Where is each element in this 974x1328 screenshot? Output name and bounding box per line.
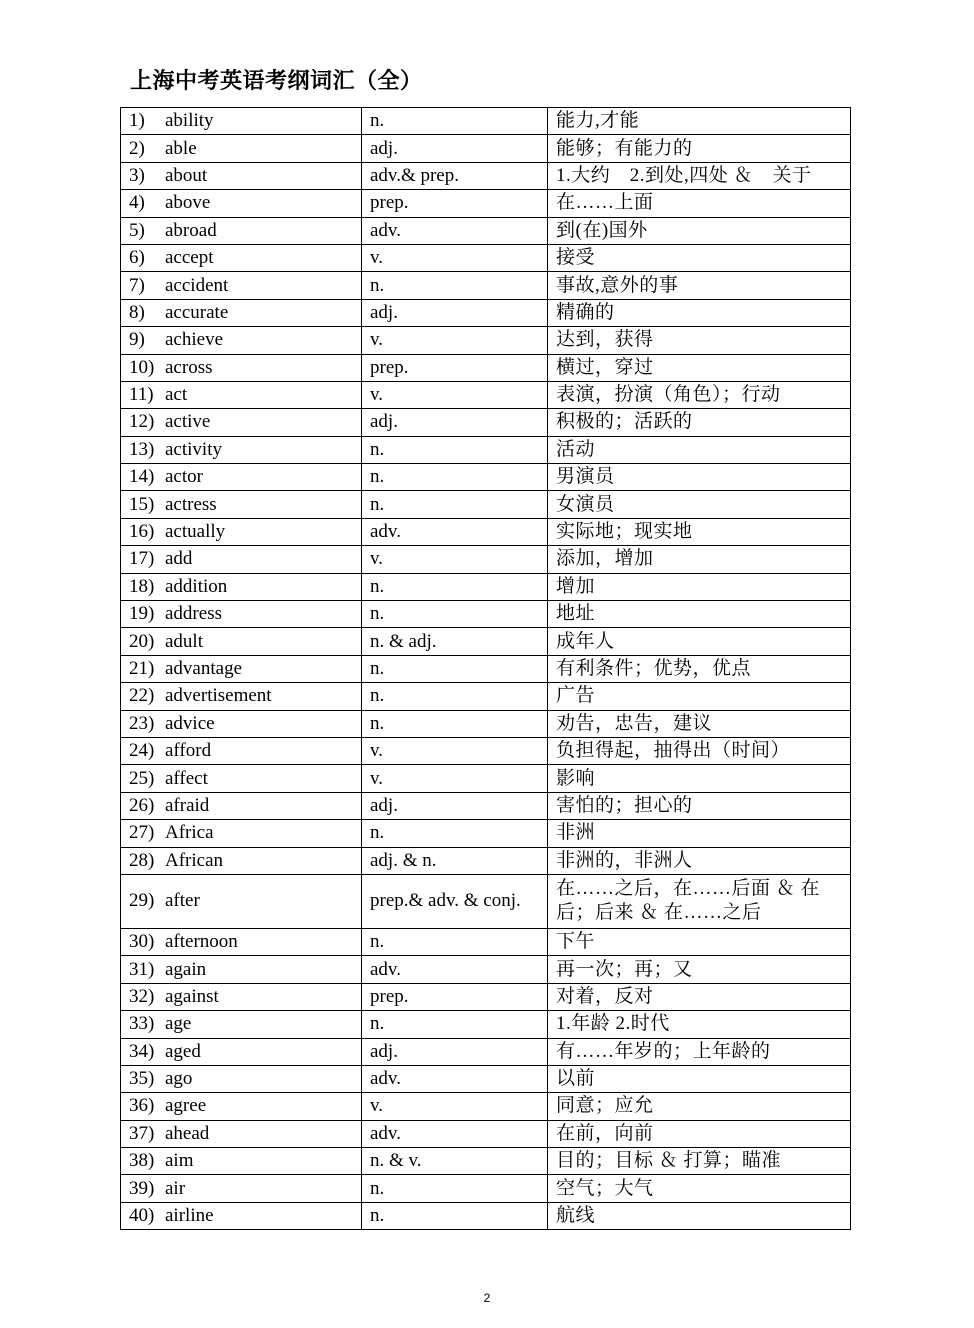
meaning-cell: 同意；应允 <box>548 1093 851 1120</box>
part-of-speech-cell: v. <box>362 765 548 792</box>
meaning-cell: 非洲的，非洲人 <box>548 847 851 874</box>
entry-word: abroad <box>165 219 217 241</box>
entry-word: adult <box>165 630 203 652</box>
entry-number: 39) <box>129 1177 155 1199</box>
entry-number: 14) <box>129 466 155 488</box>
entry-word: accept <box>165 247 214 269</box>
meaning-cell: 负担得起，抽得出（时间） <box>548 737 851 764</box>
meaning-cell: 精确的 <box>548 299 851 326</box>
table-row <box>121 244 851 271</box>
entry-number: 33) <box>129 1013 155 1035</box>
table-row <box>121 1038 851 1065</box>
part-of-speech-cell: n. <box>362 710 548 737</box>
entry-number: 7) <box>129 274 145 296</box>
word-cell <box>121 710 362 737</box>
word-cell <box>121 546 362 573</box>
entry-word: addition <box>165 575 228 597</box>
meaning-cell: 横过，穿过 <box>548 354 851 381</box>
entry-word: agree <box>165 1095 207 1117</box>
entry-number: 12) <box>129 411 155 433</box>
table-row <box>121 1093 851 1120</box>
word-cell <box>121 354 362 381</box>
entry-word: ahead <box>165 1122 210 1144</box>
table-row <box>121 299 851 326</box>
meaning-cell: 事故,意外的事 <box>548 272 851 299</box>
entry-number: 3) <box>129 164 145 186</box>
entry-word: aim <box>165 1150 194 1172</box>
table-row <box>121 436 851 463</box>
part-of-speech-cell: adv. <box>362 1120 548 1147</box>
meaning-cell: 女演员 <box>548 491 851 518</box>
meaning-cell: 下午 <box>548 928 851 955</box>
word-cell <box>121 655 362 682</box>
entry-number: 2) <box>129 137 145 159</box>
table-row <box>121 518 851 545</box>
table-row <box>121 1011 851 1038</box>
table-row <box>121 1065 851 1092</box>
table-row <box>121 409 851 436</box>
entry-number: 21) <box>129 658 155 679</box>
table-row <box>121 928 851 955</box>
entry-word: advice <box>165 712 215 734</box>
entry-number: 6) <box>129 247 145 269</box>
entry-word: afford <box>165 740 212 762</box>
word-cell <box>121 928 362 955</box>
entry-word: ability <box>165 110 214 132</box>
entry-word: advantage <box>165 658 243 679</box>
word-cell <box>121 1202 362 1229</box>
word-cell <box>121 1120 362 1147</box>
entry-number: 11) <box>129 384 154 406</box>
word-cell <box>121 491 362 518</box>
entry-number: 32) <box>129 985 155 1007</box>
word-cell <box>121 1175 362 1202</box>
meaning-cell: 到(在)国外 <box>548 217 851 244</box>
meaning-cell: 在……上面 <box>548 190 851 217</box>
word-cell <box>121 1011 362 1038</box>
part-of-speech-cell: adj. <box>362 792 548 819</box>
entry-word: accurate <box>165 301 229 323</box>
table-row <box>121 354 851 381</box>
table-row <box>121 190 851 217</box>
table-row <box>121 655 851 682</box>
entry-number: 4) <box>129 192 145 214</box>
table-row <box>121 546 851 573</box>
word-cell <box>121 108 362 135</box>
table-row <box>121 792 851 819</box>
part-of-speech-cell: adj. <box>362 1038 548 1065</box>
word-cell <box>121 1065 362 1092</box>
meaning-cell: 实际地；现实地 <box>548 518 851 545</box>
meaning-cell: 目的；目标 ＆ 打算；瞄准 <box>548 1148 851 1175</box>
entry-word: above <box>165 192 211 214</box>
table-row <box>121 573 851 600</box>
meaning-cell: 再一次；再；又 <box>548 956 851 983</box>
table-row <box>121 272 851 299</box>
table-row <box>121 135 851 162</box>
table-row <box>121 847 851 874</box>
table-row <box>121 683 851 710</box>
part-of-speech-cell: n. <box>362 436 548 463</box>
part-of-speech-cell: n. <box>362 601 548 628</box>
entry-word: address <box>165 603 222 625</box>
word-cell <box>121 327 362 354</box>
entry-word: Africa <box>165 822 214 844</box>
entry-number: 34) <box>129 1040 155 1062</box>
part-of-speech-cell: n. <box>362 573 548 600</box>
word-cell <box>121 628 362 655</box>
entry-number: 24) <box>129 740 155 762</box>
entry-number: 28) <box>129 849 155 871</box>
entry-number: 35) <box>129 1068 155 1090</box>
entry-word: air <box>165 1177 186 1199</box>
word-cell <box>121 820 362 847</box>
meaning-cell: 接受 <box>548 244 851 271</box>
entry-number: 40) <box>129 1205 155 1227</box>
entry-number: 37) <box>129 1122 155 1144</box>
entry-number: 31) <box>129 958 155 980</box>
entry-word: actress <box>165 493 217 515</box>
table-row <box>121 1148 851 1175</box>
part-of-speech-cell: n. <box>362 1202 548 1229</box>
word-cell <box>121 464 362 491</box>
meaning-cell: 广告 <box>548 683 851 710</box>
entry-word: airline <box>165 1205 214 1227</box>
entry-number: 26) <box>129 794 155 816</box>
table-row <box>121 1202 851 1229</box>
table-row <box>121 601 851 628</box>
meaning-cell: 积极的；活跃的 <box>548 409 851 436</box>
part-of-speech-cell: n. <box>362 683 548 710</box>
part-of-speech-cell: prep. <box>362 190 548 217</box>
table-row <box>121 765 851 792</box>
entry-word: about <box>165 164 208 186</box>
table-row <box>121 628 851 655</box>
part-of-speech-cell: prep.& adv. & conj. <box>362 874 548 928</box>
word-cell <box>121 409 362 436</box>
meaning-cell: 对着，反对 <box>548 983 851 1010</box>
entry-number: 22) <box>129 685 155 707</box>
entry-number: 19) <box>129 603 155 625</box>
part-of-speech-cell: adv. <box>362 956 548 983</box>
entry-number: 16) <box>129 521 155 543</box>
word-cell <box>121 1093 362 1120</box>
word-cell <box>121 683 362 710</box>
entry-word: ago <box>165 1068 193 1090</box>
part-of-speech-cell: adv. <box>362 217 548 244</box>
part-of-speech-cell: v. <box>362 327 548 354</box>
meaning-cell: 以前 <box>548 1065 851 1092</box>
entry-number: 36) <box>129 1095 155 1117</box>
word-cell <box>121 244 362 271</box>
part-of-speech-cell: adj. <box>362 409 548 436</box>
word-cell <box>121 874 362 928</box>
meaning-cell: 有……年岁的；上年龄的 <box>548 1038 851 1065</box>
entry-word: aged <box>165 1040 201 1062</box>
page-number: 2 <box>483 1291 491 1305</box>
part-of-speech-cell: n. & adj. <box>362 628 548 655</box>
part-of-speech-cell: v. <box>362 1093 548 1120</box>
entry-number: 23) <box>129 712 155 734</box>
meaning-cell: 1.大约 2.到处,四处 ＆ 关于 <box>548 162 851 189</box>
word-cell <box>121 272 362 299</box>
word-cell <box>121 436 362 463</box>
part-of-speech-cell: n. <box>362 464 548 491</box>
entry-word: across <box>165 356 213 378</box>
entry-word: accident <box>165 274 229 296</box>
word-cell <box>121 217 362 244</box>
part-of-speech-cell: v. <box>362 244 548 271</box>
entry-word: add <box>165 548 193 570</box>
part-of-speech-cell: adj. & n. <box>362 847 548 874</box>
part-of-speech-cell: n. <box>362 655 548 682</box>
part-of-speech-cell: n. <box>362 820 548 847</box>
word-cell <box>121 573 362 600</box>
word-cell <box>121 983 362 1010</box>
part-of-speech-cell: v. <box>362 546 548 573</box>
meaning-cell: 在……之后，在……后面 ＆ 在后；后来 ＆ 在……之后 <box>548 874 851 928</box>
part-of-speech-cell: adv. <box>362 518 548 545</box>
meaning-cell: 添加，增加 <box>548 546 851 573</box>
entry-word: again <box>165 958 207 980</box>
entry-number: 38) <box>129 1150 155 1172</box>
word-cell <box>121 601 362 628</box>
part-of-speech-cell: n. <box>362 272 548 299</box>
part-of-speech-cell: prep. <box>362 354 548 381</box>
table-row <box>121 108 851 135</box>
table-row <box>121 737 851 764</box>
meaning-cell: 害怕的；担心的 <box>548 792 851 819</box>
part-of-speech-cell: n. & v. <box>362 1148 548 1175</box>
word-cell <box>121 1148 362 1175</box>
table-row <box>121 983 851 1010</box>
part-of-speech-cell: adv. <box>362 1065 548 1092</box>
meaning-cell: 成年人 <box>548 628 851 655</box>
table-row <box>121 381 851 408</box>
word-cell <box>121 381 362 408</box>
entry-word: against <box>165 985 219 1007</box>
meaning-cell: 能够；有能力的 <box>548 135 851 162</box>
meaning-cell: 空气；大气 <box>548 1175 851 1202</box>
meaning-cell: 表演，扮演（角色）；行动 <box>548 381 851 408</box>
table-row <box>121 956 851 983</box>
entry-number: 1) <box>129 110 145 132</box>
word-cell <box>121 190 362 217</box>
entry-number: 27) <box>129 822 155 844</box>
meaning-cell: 有利条件；优势，优点 <box>548 655 851 682</box>
entry-word: active <box>165 411 211 433</box>
meaning-cell: 达到，获得 <box>548 327 851 354</box>
word-cell <box>121 737 362 764</box>
entry-number: 17) <box>129 548 155 570</box>
table-row <box>121 820 851 847</box>
table-row <box>121 710 851 737</box>
entry-word: able <box>165 137 197 159</box>
part-of-speech-cell: n. <box>362 928 548 955</box>
part-of-speech-cell: n. <box>362 1175 548 1202</box>
entry-word: after <box>165 890 200 912</box>
meaning-cell: 航线 <box>548 1202 851 1229</box>
table-row <box>121 464 851 491</box>
word-cell <box>121 765 362 792</box>
entry-number: 15) <box>129 493 155 515</box>
table-row <box>121 327 851 354</box>
entry-word: affect <box>165 767 208 789</box>
entry-word: act <box>165 384 188 406</box>
word-cell <box>121 792 362 819</box>
word-cell <box>121 518 362 545</box>
entry-number: 30) <box>129 931 155 953</box>
meaning-cell: 在前，向前 <box>548 1120 851 1147</box>
entry-word: actually <box>165 521 226 543</box>
meaning-cell: 影响 <box>548 765 851 792</box>
meaning-cell: 地址 <box>548 601 851 628</box>
entry-number: 13) <box>129 438 155 460</box>
meaning-cell: 劝告，忠告，建议 <box>548 710 851 737</box>
word-cell <box>121 847 362 874</box>
entry-number: 29) <box>129 890 155 912</box>
meaning-cell: 活动 <box>548 436 851 463</box>
part-of-speech-cell: v. <box>362 381 548 408</box>
word-cell <box>121 956 362 983</box>
part-of-speech-cell: n. <box>362 108 548 135</box>
entry-number: 25) <box>129 767 155 789</box>
part-of-speech-cell: adv.& prep. <box>362 162 548 189</box>
part-of-speech-cell: v. <box>362 737 548 764</box>
table-row <box>121 1120 851 1147</box>
entry-word: achieve <box>165 329 224 351</box>
meaning-cell: 增加 <box>548 573 851 600</box>
table-row <box>121 162 851 189</box>
entry-number: 5) <box>129 219 145 241</box>
table-row <box>121 217 851 244</box>
entry-word: African <box>165 849 224 871</box>
part-of-speech-cell: n. <box>362 1011 548 1038</box>
entry-word: activity <box>165 438 222 460</box>
entry-word: afternoon <box>165 931 238 953</box>
entry-word: actor <box>165 466 203 488</box>
entry-number: 10) <box>129 356 155 378</box>
table-row <box>121 491 851 518</box>
meaning-cell: 1.年龄 2.时代 <box>548 1011 851 1038</box>
vocabulary-table-body <box>121 108 851 1230</box>
meaning-cell: 非洲 <box>548 820 851 847</box>
entry-number: 9) <box>129 329 145 351</box>
part-of-speech-cell: prep. <box>362 983 548 1010</box>
entry-word: age <box>165 1013 192 1035</box>
entry-word: advertisement <box>165 685 272 707</box>
entry-number: 18) <box>129 575 155 597</box>
part-of-speech-cell: adj. <box>362 135 548 162</box>
entry-word: afraid <box>165 794 210 816</box>
page-title: 上海中考英语考纲词汇（全） <box>130 69 423 94</box>
part-of-speech-cell: n. <box>362 491 548 518</box>
word-cell <box>121 299 362 326</box>
word-cell <box>121 1038 362 1065</box>
word-cell <box>121 162 362 189</box>
table-row <box>121 1175 851 1202</box>
entry-number: 8) <box>129 301 145 323</box>
entry-number: 20) <box>129 630 155 652</box>
meaning-cell: 男演员 <box>548 464 851 491</box>
meaning-cell: 能力,才能 <box>548 108 851 135</box>
part-of-speech-cell: adj. <box>362 299 548 326</box>
word-cell <box>121 135 362 162</box>
vocabulary-table <box>120 107 851 1230</box>
table-row <box>121 874 851 928</box>
